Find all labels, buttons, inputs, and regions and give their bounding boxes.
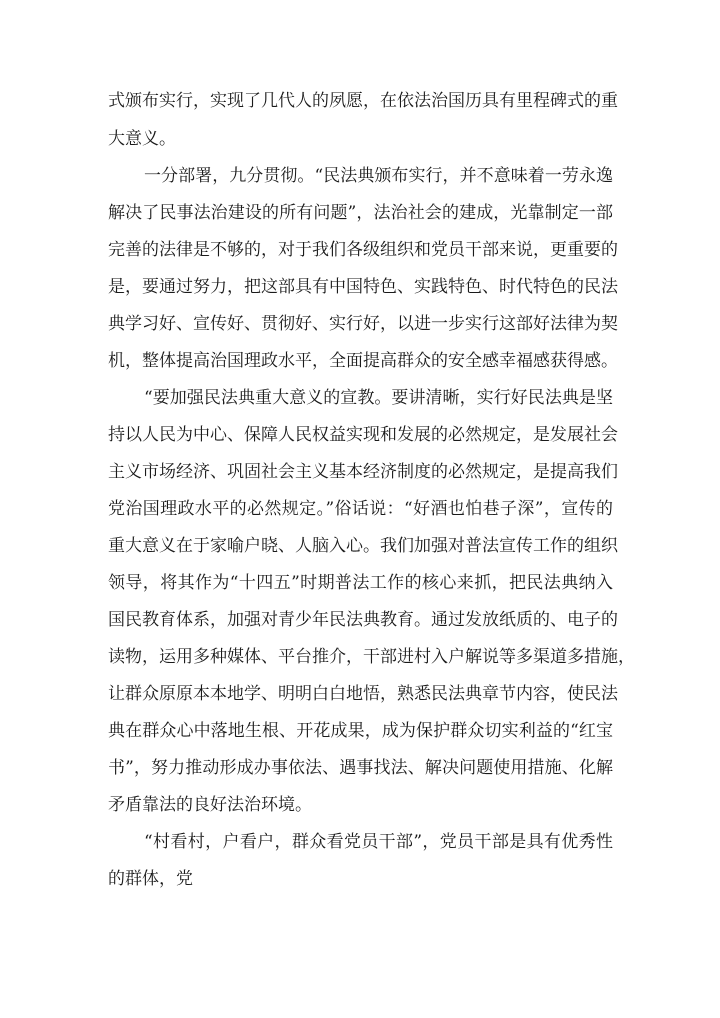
text-line: 主义市场经济、巩固社会主义基本经济制度的必然规定，是提高我们 <box>108 462 618 482</box>
text-line: 读物，运用多种媒体、平台推介，干部进村入户解说等多渠道多措施， <box>108 647 635 667</box>
text-line: 重大意义在于家喻户晓、人脑入心。我们加强对普法宣传工作的组织 <box>108 536 618 556</box>
paragraph-first-line: “村看村，户看户，群众看党员干部”，党员干部是具有优秀性 <box>144 832 613 852</box>
text-line: 书”，努力推动形成办事依法、遇事找法、解决问题使用措施、化解 <box>108 758 613 778</box>
text-line: 解决了民事法治建设的所有问题”，法治社会的建成，光靠制定一部 <box>108 203 613 223</box>
text-line: 的群体，党 <box>108 869 193 889</box>
text-line: 大意义。 <box>108 129 176 149</box>
paragraph-first-line: 一分部署，九分贯彻。“民法典颁布实行，并不意味着一劳永逸 <box>144 166 613 186</box>
text-line: 机，整体提高治国理政水平，全面提高群众的安全感幸福感获得感。 <box>108 351 618 371</box>
text-line: 让群众原原本本地学、明明白白地悟，熟悉民法典章节内容，使民法 <box>108 684 618 704</box>
text-line: 持以人民为中心、保障人民权益实现和发展的必然规定，是发展社会 <box>108 425 618 445</box>
text-line: 完善的法律是不够的，对于我们各级组织和党员干部来说，更重要的 <box>108 240 618 260</box>
text-line: 典在群众心中落地生根、开花成果，成为保护群众切实利益的“红宝 <box>108 721 613 741</box>
text-line: 式颁布实行，实现了几代人的夙愿，在依法治国历具有里程碑式的重 <box>108 91 618 111</box>
text-line: 领导，将其作为“十四五”时期普法工作的核心来抓，把民法典纳入 <box>108 573 613 593</box>
text-line: 国民教育体系，加强对青少年民法典教育。通过发放纸质的、电子的 <box>108 610 618 630</box>
text-line: 是，要通过努力，把这部具有中国特色、实践特色、时代特色的民法 <box>108 277 618 297</box>
paragraph-first-line: “要加强民法典重大意义的宣教。要讲清晰，实行好民法典是坚 <box>144 388 613 408</box>
text-line: 典学习好、宣传好、贯彻好、实行好，以进一步实行这部好法律为契 <box>108 314 618 334</box>
text-line: 矛盾靠法的良好法治环境。 <box>108 795 312 815</box>
text-line: 党治国理政水平的必然规定。”俗话说：“好酒也怕巷子深”，宣传的 <box>108 499 613 519</box>
